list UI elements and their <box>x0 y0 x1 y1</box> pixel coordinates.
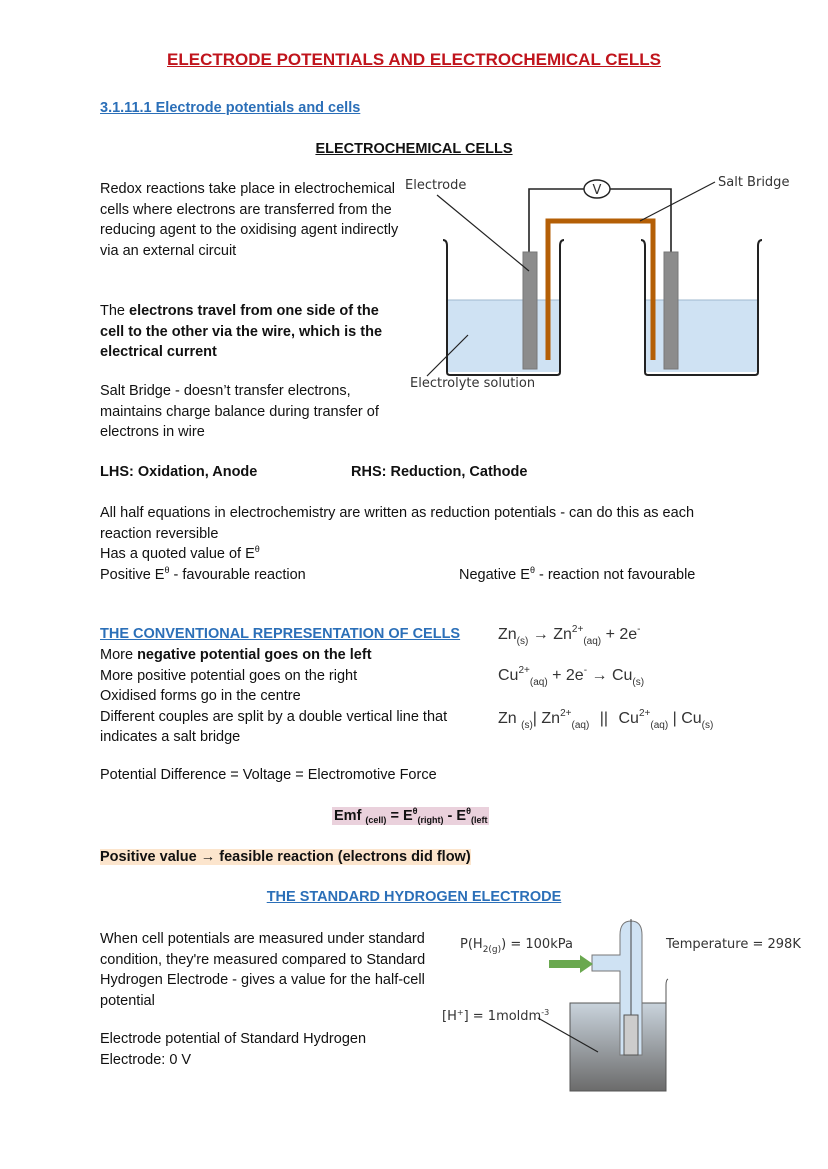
text: Zn <box>498 710 522 727</box>
subscript: (cell) <box>365 815 387 825</box>
right-electrode <box>664 252 678 369</box>
text: Cu <box>611 667 633 684</box>
charge: 2+ <box>571 624 584 635</box>
text: Zn <box>498 626 517 643</box>
document-title: ELECTRODE POTENTIALS AND ELECTROCHEMICAL CELLS <box>167 50 661 69</box>
hydrogen-inlet-arrow-icon <box>549 955 593 973</box>
zinc-half-equation <box>498 624 641 647</box>
salt-bridge-label: Salt Bridge <box>718 175 790 190</box>
electrochemical-cell-diagram <box>395 165 805 395</box>
she-paragraph: When cell potentials are measured under standard condition, they're measured compared to Standard Hydrogen Electrode - gives a value for the half-cell potential <box>100 931 426 1009</box>
arrow-icon: → <box>591 667 608 684</box>
electrode-label: Electrode <box>405 178 467 193</box>
text: + 2e <box>601 626 638 643</box>
left-electrolyte <box>447 300 559 372</box>
state: (s) <box>701 720 714 731</box>
text: = E <box>386 808 413 824</box>
intro-paragraph: Redox reactions take place in electrochemical cells where electrons are transferred from the reducing agent to the oxidising agent indirectly via an external circuit <box>100 181 399 259</box>
charge: - <box>583 665 588 676</box>
section-heading-standard-hydrogen-electrode <box>0 889 828 905</box>
salt-bridge-symbol: || <box>599 710 609 727</box>
spec-reference-link[interactable]: 3.1.11.1 Electrode potentials and cells <box>100 100 361 116</box>
text: The <box>100 303 130 319</box>
text: More <box>100 647 138 663</box>
theta-symbol: θ <box>529 565 535 575</box>
text: Emf <box>334 808 366 824</box>
text: Positive E <box>100 566 165 583</box>
concentration-label: [H+] = 1moldm$^{-3}$ <box>442 1008 550 1024</box>
state: (s) <box>516 636 529 647</box>
theta-symbol: θ <box>412 806 418 816</box>
potential-difference-line: Potential Difference = Voltage = Electromotive Force <box>100 767 437 783</box>
state: (aq) <box>650 720 669 731</box>
state: (s) <box>521 720 533 731</box>
text: Zn <box>553 626 572 643</box>
voltmeter-label: V <box>592 183 602 198</box>
theta-symbol: θ <box>466 806 471 816</box>
text: + 2e <box>547 667 584 684</box>
left-electrode <box>523 252 537 369</box>
rhs-label: RHS: Reduction, Cathode <box>351 464 528 480</box>
salt-bridge-paragraph: Salt Bridge - doesn’t transfer electrons, maintains charge balance during transfer of electrons in wire <box>100 383 379 440</box>
half-equations-paragraph: All half equations in electrochemistry are written as reduction potentials - can do this as each reaction reversible <box>100 505 695 542</box>
theta-symbol: θ <box>164 565 170 575</box>
conventional-rules <box>100 645 485 748</box>
state: (aq) <box>529 677 548 688</box>
temperature-label: Temperature = 298K <box>666 937 801 952</box>
charge: - <box>637 624 641 635</box>
text: Negative E <box>459 566 530 583</box>
charge: 2+ <box>560 708 572 719</box>
subscript: (right) <box>417 815 444 825</box>
text: | Zn <box>532 710 561 727</box>
rule-positive-right: More positive potential goes on the right <box>100 667 358 684</box>
text: - E <box>443 808 467 824</box>
charge: 2+ <box>638 708 651 719</box>
emf-highlight <box>332 807 489 825</box>
bold-text: negative potential goes on the left <box>137 647 372 663</box>
quoted-value-line <box>100 544 260 562</box>
emf-formula <box>332 806 489 825</box>
acid-solution <box>570 1003 666 1091</box>
salt-bridge <box>548 221 653 360</box>
section-heading-conventional-representation[interactable]: THE CONVENTIONAL REPRESENTATION OF CELLS <box>100 626 461 642</box>
feasible-highlight: Positive value → feasible reaction (electrons did flow) <box>100 849 471 865</box>
right-electrolyte <box>645 300 757 372</box>
hydrogen-electrode-diagram <box>430 915 810 1100</box>
positive-e-line <box>100 565 306 583</box>
rule-double-line: Different couples are split by a double vertical line that indicates a salt bridge <box>100 708 448 745</box>
rule-oxidised-centre: Oxidised forms go in the centre <box>100 688 301 704</box>
platinum-electrode <box>624 1015 638 1055</box>
copper-half-equation <box>498 665 644 688</box>
arrow-icon: → <box>532 626 549 643</box>
text: Has a quoted value of E <box>100 545 255 562</box>
section-heading-electrochemical-cells: ELECTROCHEMICAL CELLS <box>315 141 513 157</box>
charge: 2+ <box>518 665 530 676</box>
subscript: (left <box>470 815 488 825</box>
pressure-label: $P(H_{2(g)}) = 100kPa$ <box>460 937 573 955</box>
text: - reaction not favourable <box>534 566 696 583</box>
state: (aq) <box>583 636 602 647</box>
electrolyte-label: Electrolyte solution <box>410 376 536 391</box>
bold-text: electrons travel from one side of the cell to the other via the wire, which is the electrical current <box>100 303 383 360</box>
feasible-line <box>100 849 471 865</box>
state: (s) <box>632 677 645 688</box>
text: Cu <box>498 667 519 684</box>
theta-symbol: θ <box>254 544 260 554</box>
state: (aq) <box>571 720 590 731</box>
negative-e-line <box>459 565 695 583</box>
text: Cu <box>618 710 639 727</box>
she-potential-paragraph: Electrode potential of Standard Hydrogen Electrode: 0 V <box>100 1031 367 1068</box>
rule-negative-left <box>100 645 485 666</box>
electron-flow-paragraph <box>100 301 400 363</box>
text: | Cu <box>672 710 702 727</box>
text: - favourable reaction <box>169 566 306 583</box>
cell-notation <box>498 708 713 731</box>
heading-text[interactable]: THE STANDARD HYDROGEN ELECTRODE <box>266 889 562 905</box>
lhs-label: LHS: Oxidation, Anode <box>100 464 258 480</box>
